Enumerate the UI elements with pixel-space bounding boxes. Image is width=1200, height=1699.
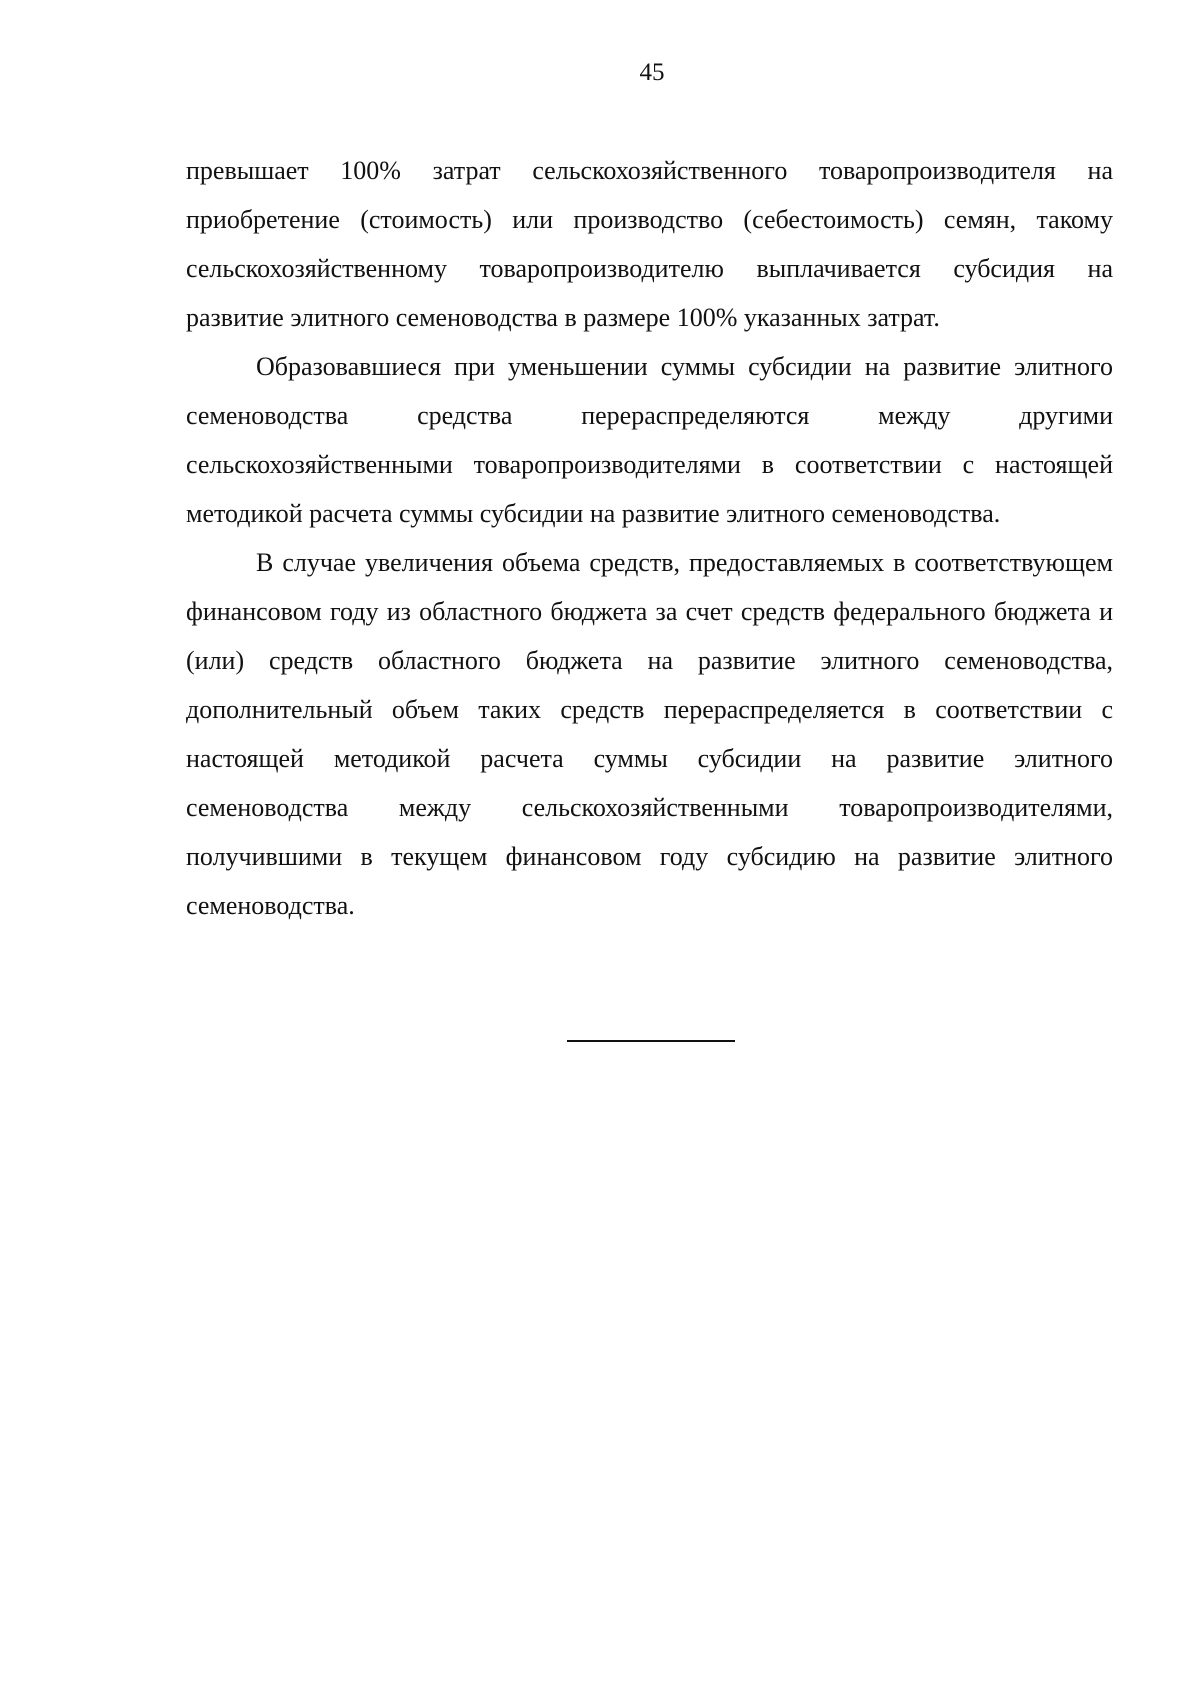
page-number: 45 — [639, 59, 665, 86]
body-text — [186, 146, 1113, 930]
paragraph-continuation: превышает 100% затрат сельскохозяйственного товаропроизводителя на приобретение (стоимость) или производство (себестоимость) семян, такому сельскохозяйственному товаропроизводителю выплачивается субсидия на развитие элитного семеноводства в размере 100% указанных затрат. — [186, 156, 1113, 332]
paragraph-increase: В случае увеличения объема средств, предоставляемых в соответствующем финансовом году из областного бюджета за счет средств федерального бюджета и (или) средств областного бюджета на развитие элитного семеноводства, дополнительный объем таких средств перераспределяется в соответствии с настоящей методикой расчета суммы субсидии на развитие элитного семеноводства между сельскохозяйственными товаропроизводителями, получившими в текущем финансовом году субсидию на развитие элитного семеноводства. — [186, 548, 1113, 920]
paragraph-redistribution: Образовавшиеся при уменьшении суммы субсидии на развитие элитного семеноводства средства перераспределяются между другими сельскохозяйственными товаропроизводителями в соответствии с настоящей методикой расчета суммы субсидии на развитие элитного семеноводства. — [186, 352, 1113, 528]
closing-rule — [567, 1040, 735, 1042]
